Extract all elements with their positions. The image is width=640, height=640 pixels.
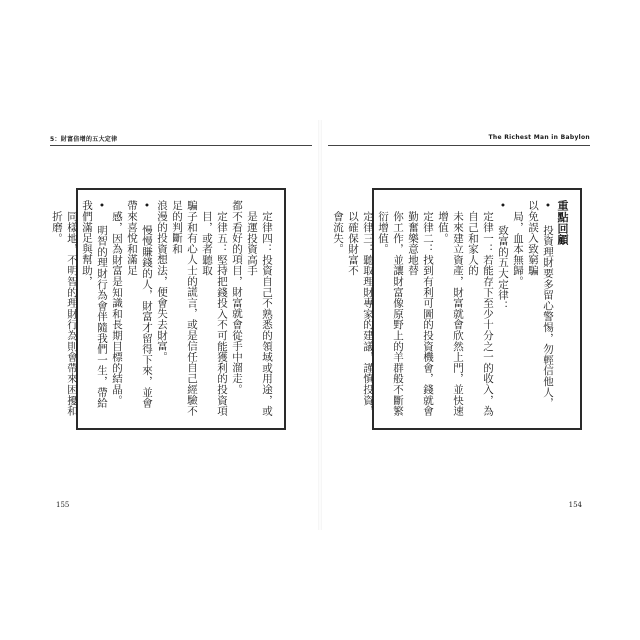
- right-box-text: [332, 200, 570, 418]
- text-line: 定律一：若能存下至少十分之一的收入，為自己和家人的: [467, 211, 494, 417]
- page-gutter: [318, 120, 322, 530]
- text-line: 未來建立資產，財富就會欣然上門，並快速增值。: [437, 211, 464, 417]
- text-line: 會流失。: [332, 211, 344, 255]
- text-line: 局，血本無歸。: [512, 211, 524, 287]
- bullet-line: • 明智的理財行為會伴隨我們一生，帶給我們滿足與幫助，: [81, 200, 108, 409]
- right-page-number: 154: [568, 501, 582, 509]
- text-line: 都不看好的項目，財富就會從手中溜走。: [231, 200, 243, 395]
- bullet-line: • 慢慢賺錢的人，財富才留得下來，並會帶來喜悅和滿足: [126, 200, 153, 409]
- bullet-line: • 致富的五大定律：: [497, 200, 509, 311]
- text-line: 騙子和有心人士的謊言，或是信任自己經驗不足的判斷和: [171, 200, 198, 416]
- right-summary-box: [332, 188, 582, 430]
- text-line: 定律四：投資自己不熟悉的領域或用途，或是運投資高手: [246, 211, 273, 417]
- text-line: 同樣地，不明智的理財行為則會帶來困擾和折磨。: [51, 211, 78, 417]
- left-box-text: [51, 200, 274, 418]
- text-line: 定律三：聽取理財專家的建議，謹慎投資，以確保財富不: [347, 211, 374, 417]
- text-line: 定律二：找到有利可圖的投資機會，錢就會勤奮樂意地替: [407, 211, 434, 417]
- text-line: 浪漫的投資想法，便會失去財富。: [156, 200, 168, 362]
- left-page-number: 155: [56, 501, 70, 509]
- text-line: 感，因為財富是知識和長期目標的結晶。: [111, 211, 123, 406]
- box-heading: 重點回顧: [556, 200, 569, 246]
- bullet-line: • 投資理財要多留心警惕，勿輕信他人，以免誤入致窮騙: [527, 200, 554, 409]
- right-running-head: The Richest Man in Babylon: [488, 134, 590, 141]
- text-line: 你工作，並讓財富像原野上的羊群般不斷繁衍增值。: [377, 211, 404, 417]
- left-running-head: 5：財富倍增的五大定律: [50, 136, 118, 143]
- right-header-rule: [328, 145, 590, 146]
- left-summary-box: [51, 188, 286, 430]
- text-line: 定律五：堅持把錢投入不可能獲利的投資項目，或者聽取: [201, 211, 228, 417]
- left-header-rule: [50, 145, 312, 146]
